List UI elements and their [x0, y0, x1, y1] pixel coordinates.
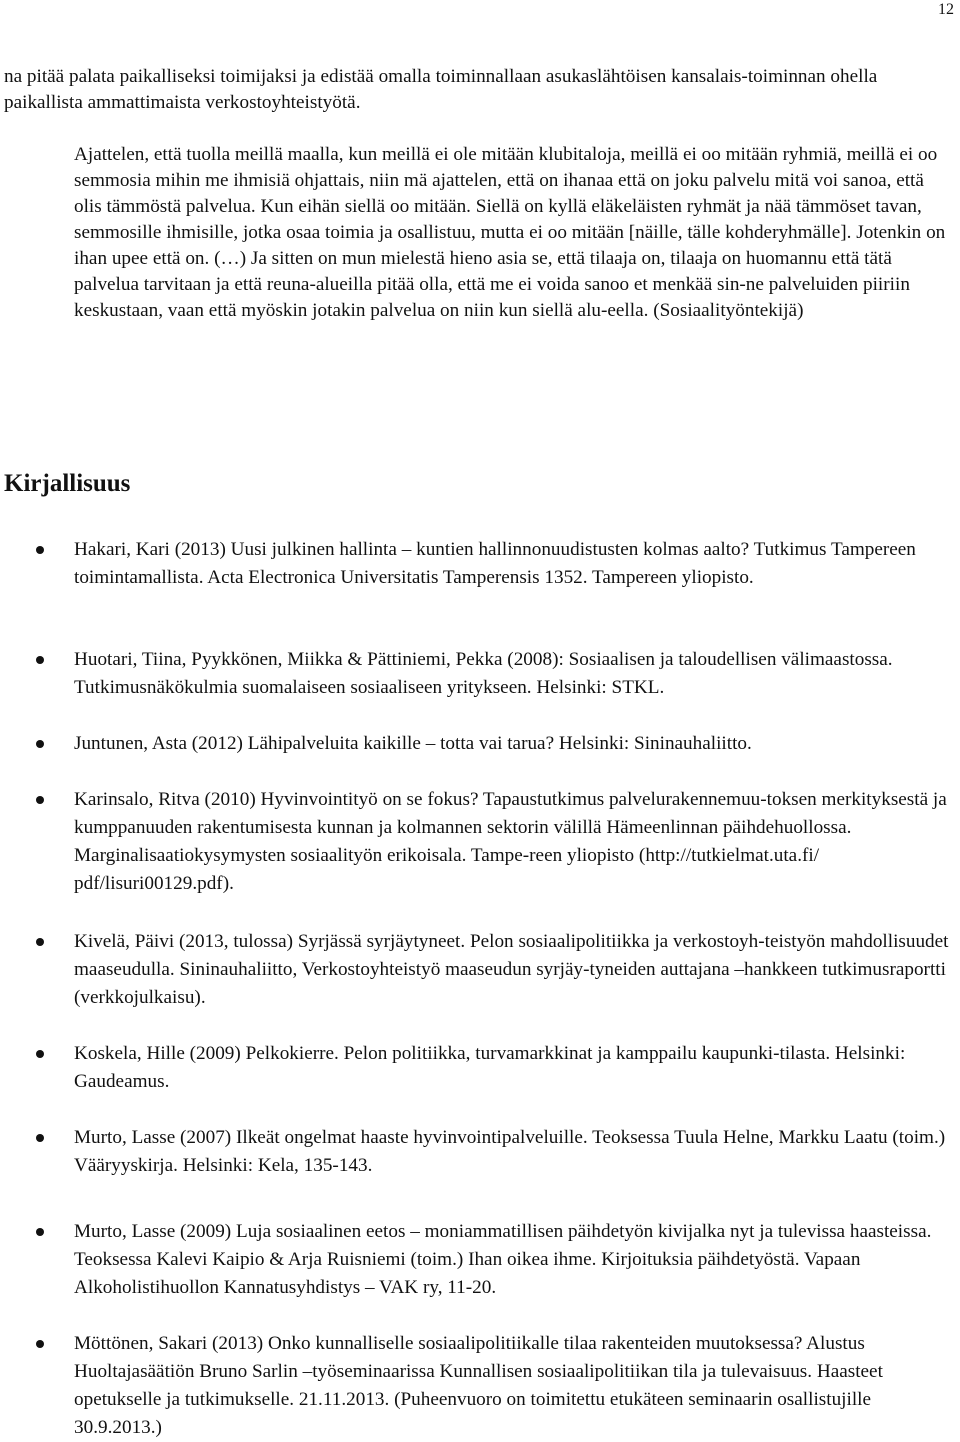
reference-text: Huotari, Tiina, Pyykkönen, Miikka & Pättiniemi, Pekka (2008): Sosiaalisen ja taloudellisen välimaastossa. Tutkimusnäkökulmia suomalaiseen sosiaaliseen yritykseen. Helsinki: STKL.	[74, 649, 893, 698]
reference-item	[74, 928, 958, 1012]
reference-text: Koskela, Hille (2009) Pelkokierre. Pelon politiikka, turvamarkkinat ja kamppailu kaupunki-tilasta. Helsinki: Gaudeamus.	[74, 1043, 906, 1092]
reference-text: Karinsalo, Ritva (2010) Hyvinvointityö on se fokus? Tapaustutkimus palvelurakennemuu-toksen merkityksestä ja kumppanuuden rakentumisesta kunnan ja kolmannen sektorin välillä Hämeenlinnan päihdehuollossa. Marginalisaatiokysymysten sosiaalityön erikoisala. Tampe-reen yliopisto (http://tutkielmat.uta.fi/ pdf/lisuri00129.pdf).	[74, 789, 947, 894]
bullet-icon	[36, 1134, 44, 1142]
reference-text: Hakari, Kari (2013) Uusi julkinen hallinta – kuntien hallinnonuudistusten kolmas aalto? Tutkimus Tampereen toimintamallista. Acta Electronica Universitatis Tamperensis 1352. Tampereen yliopisto.	[74, 539, 916, 588]
reference-text: Juntunen, Asta (2012) Lähipalveluita kaikille – totta vai tarua? Helsinki: Sininauhaliitto.	[74, 733, 752, 754]
reference-item	[74, 786, 958, 898]
reference-text: Murto, Lasse (2009) Luja sosiaalinen eetos – moniammatillisen päihdetyön kivijalka nyt ja tulevissa haasteissa. Teoksessa Kalevi Kaipio & Arja Ruisniemi (toim.) Ihan oikea ihme. Kirjoituksia päihdetyöstä. Vapaan Alkoholistihuollon Kannatusyhdistys – VAK ry, 11-20.	[74, 1221, 932, 1298]
reference-item	[74, 1124, 958, 1180]
intro-paragraph: na pitää palata paikalliseksi toimijaksi ja edistää omalla toiminnallaan asukaslähtöisen kansalais-toiminnan ohella paikallista ammattimaista verkostoyhteistyötä.	[4, 66, 878, 113]
bullet-icon	[36, 938, 44, 946]
bullet-icon	[36, 1050, 44, 1058]
bullet-icon	[36, 740, 44, 748]
bullet-icon	[36, 546, 44, 554]
reference-item	[74, 730, 958, 758]
reference-item	[74, 1218, 958, 1302]
reference-text: Möttönen, Sakari (2013) Onko kunnalliselle sosiaalipolitiikalle tilaa rakenteiden muutoksessa? Alustus Huoltajasäätiön Bruno Sarlin –työseminaarissa Kunnallisen sosiaalipolitiikan tila ja tulevaisuus. Haasteet opetukselle ja tutkimukselle. 21.11.2013. (Puheenvuoro on toimitettu etukäteen seminaarin osallistujille 30.9.2013.)	[74, 1333, 883, 1438]
reference-text: Murto, Lasse (2007) Ilkeät ongelmat haaste hyvinvointipalveluille. Teoksessa Tuula Helne, Markku Laatu (toim.) Vääryyskirja. Helsinki: Kela, 135-143.	[74, 1127, 946, 1176]
page-number: 12	[938, 1, 954, 18]
references-heading: Kirjallisuus	[4, 470, 131, 497]
reference-item	[74, 1330, 958, 1442]
reference-text: Kivelä, Päivi (2013, tulossa) Syrjässä syrjäytyneet. Pelon sosiaalipolitiikka ja verkostoyh-teistyön mahdollisuudet maaseudulla. Sininauhaliitto, Verkostoyhteistyö maaseudun syrjäy-tyneiden auttajana –hankkeen tutkimusraportti (verkkojulkaisu).	[74, 931, 949, 1008]
reference-item	[74, 1040, 958, 1096]
bullet-icon	[36, 1228, 44, 1236]
bullet-icon	[36, 656, 44, 664]
reference-item	[74, 536, 958, 592]
interview-quote-paragraph: Ajattelen, että tuolla meillä maalla, kun meillä ei ole mitään klubitaloja, meillä ei oo mitään ryhmiä, meillä ei oo semmosia mihin me ihmisiä ohjattais, niin mä ajattelen, että on ihanaa että on joku palvelu mitä voi sanoa, että olis tämmöstä palvelua. Kun eihän siellä oo mitään. Siellä on kyllä eläkeläisten ryhmät ja nää tämmöset tavan, semmosille ihmisille, jotka osaa toimia ja osallistuu, mutta ei oo mitään [näille, tälle kohderyhmälle]. Jotenkin on ihan upee että on. (…) Ja sitten on mun mielestä hieno asia se, että tilaaja on, tilaaja on huomannu että tätä palvelua tarvitaan ja että reuna-alueilla pitää olla, että me ei voida sanoo et menkää sin-ne palveluiden piiriin keskustaan, vaan että myöskin jotakin palvelua on niin kun siellä alu-eella. (Sosiaalityöntekijä)	[74, 144, 946, 321]
bullet-icon	[36, 1340, 44, 1348]
reference-item	[74, 646, 958, 702]
bullet-icon	[36, 796, 44, 804]
